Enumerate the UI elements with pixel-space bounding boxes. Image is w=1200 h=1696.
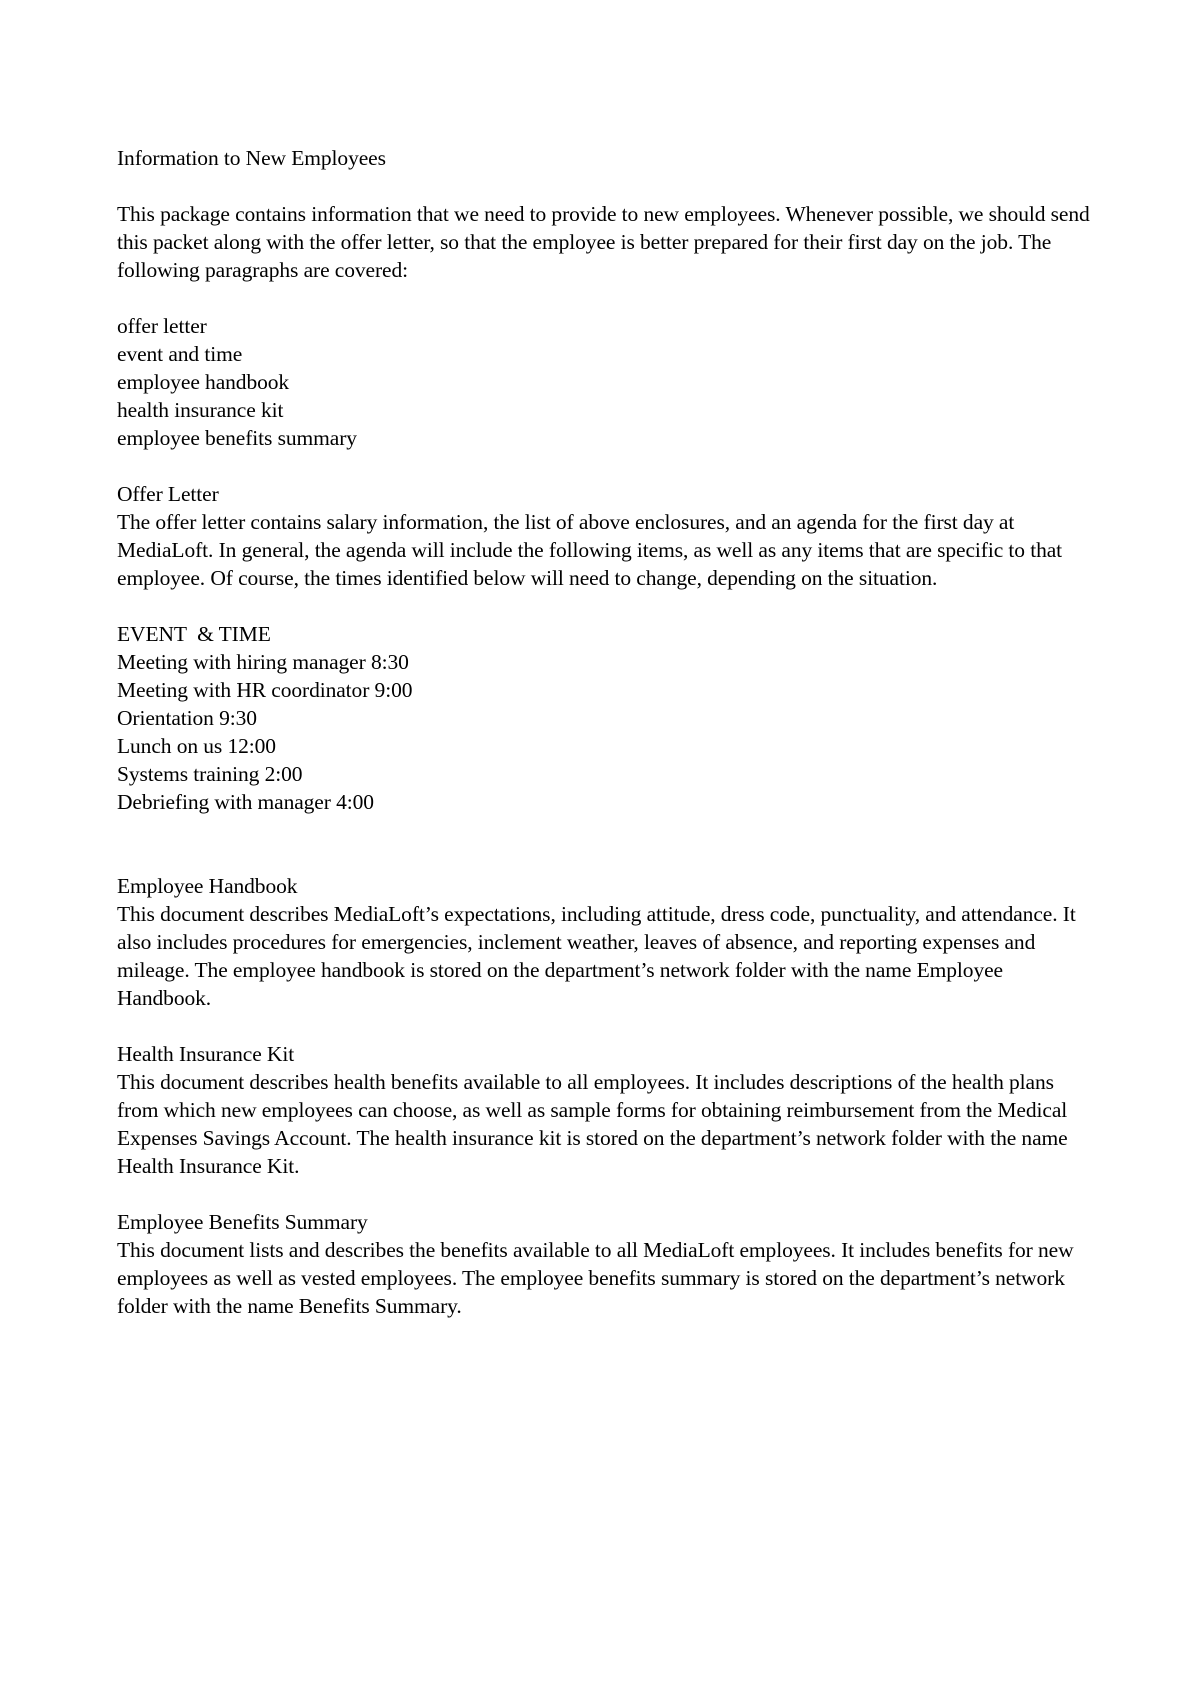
health-insurance-kit-heading: Health Insurance Kit: [117, 1042, 295, 1066]
benefits-summary-paragraph: This document lists and describes the benefits available to all MediaLoft employees. It includes benefits for new employees as well as vested employees. The employee benefits summary is stored on the department’s network folder with the name Benefits Summary.: [117, 1238, 1074, 1318]
list-item: health insurance kit: [117, 398, 284, 422]
list-item: Lunch on us 12:00: [117, 734, 276, 758]
employee-handbook-heading: Employee Handbook: [117, 874, 298, 898]
offer-letter-heading: Offer Letter: [117, 482, 219, 506]
spacer: [117, 816, 1097, 872]
spacer: [117, 592, 1097, 620]
spacer: [117, 452, 1097, 480]
list-item: Meeting with hiring manager 8:30: [117, 650, 409, 674]
list-item: employee benefits summary: [117, 426, 357, 450]
offer-letter-paragraph: The offer letter contains salary information, the list of above enclosures, and an agenda for the first day at MediaLoft. In general, the agenda will include the following items, as well as any items that are specific to that employee. Of course, the times identified below will need to change, depending on the situation.: [117, 510, 1063, 590]
list-item: employee handbook: [117, 370, 290, 394]
spacer: [117, 1012, 1097, 1040]
spacer: [117, 284, 1097, 312]
spacer: [117, 172, 1097, 200]
list-item: Orientation 9:30: [117, 706, 257, 730]
document-title: Information to New Employees: [117, 146, 386, 170]
schedule-heading: EVENT & TIME: [117, 622, 271, 646]
health-insurance-kit-paragraph: This document describes health benefits available to all employees. It includes descriptions of the health plans from which new employees can choose, as well as sample forms for obtaining reimbursement from the Medical Expenses Savings Account. The health insurance kit is stored on the department’s network folder with the name Health Insurance Kit.: [117, 1070, 1068, 1178]
list-item: Meeting with HR coordinator 9:00: [117, 678, 413, 702]
list-item: event and time: [117, 342, 243, 366]
benefits-summary-heading: Employee Benefits Summary: [117, 1210, 368, 1234]
schedule-list: [117, 648, 1097, 816]
list-item: Systems training 2:00: [117, 762, 303, 786]
covered-items-list: [117, 312, 1097, 452]
list-item: Debriefing with manager 4:00: [117, 790, 374, 814]
spacer: [117, 1180, 1097, 1208]
intro-paragraph: This package contains information that we need to provide to new employees. Whenever possible, we should send this packet along with the offer letter, so that the employee is better prepared for their first day on the job. The following paragraphs are covered:: [117, 202, 1090, 282]
document-page: [117, 144, 1097, 1320]
list-item: offer letter: [117, 314, 207, 338]
employee-handbook-paragraph: This document describes MediaLoft’s expectations, including attitude, dress code, punctuality, and attendance. It also includes procedures for emergencies, inclement weather, leaves of absence, and reporting expenses and mileage. The employee handbook is stored on the department’s network folder with the name Employee Handbook.: [117, 902, 1076, 1010]
